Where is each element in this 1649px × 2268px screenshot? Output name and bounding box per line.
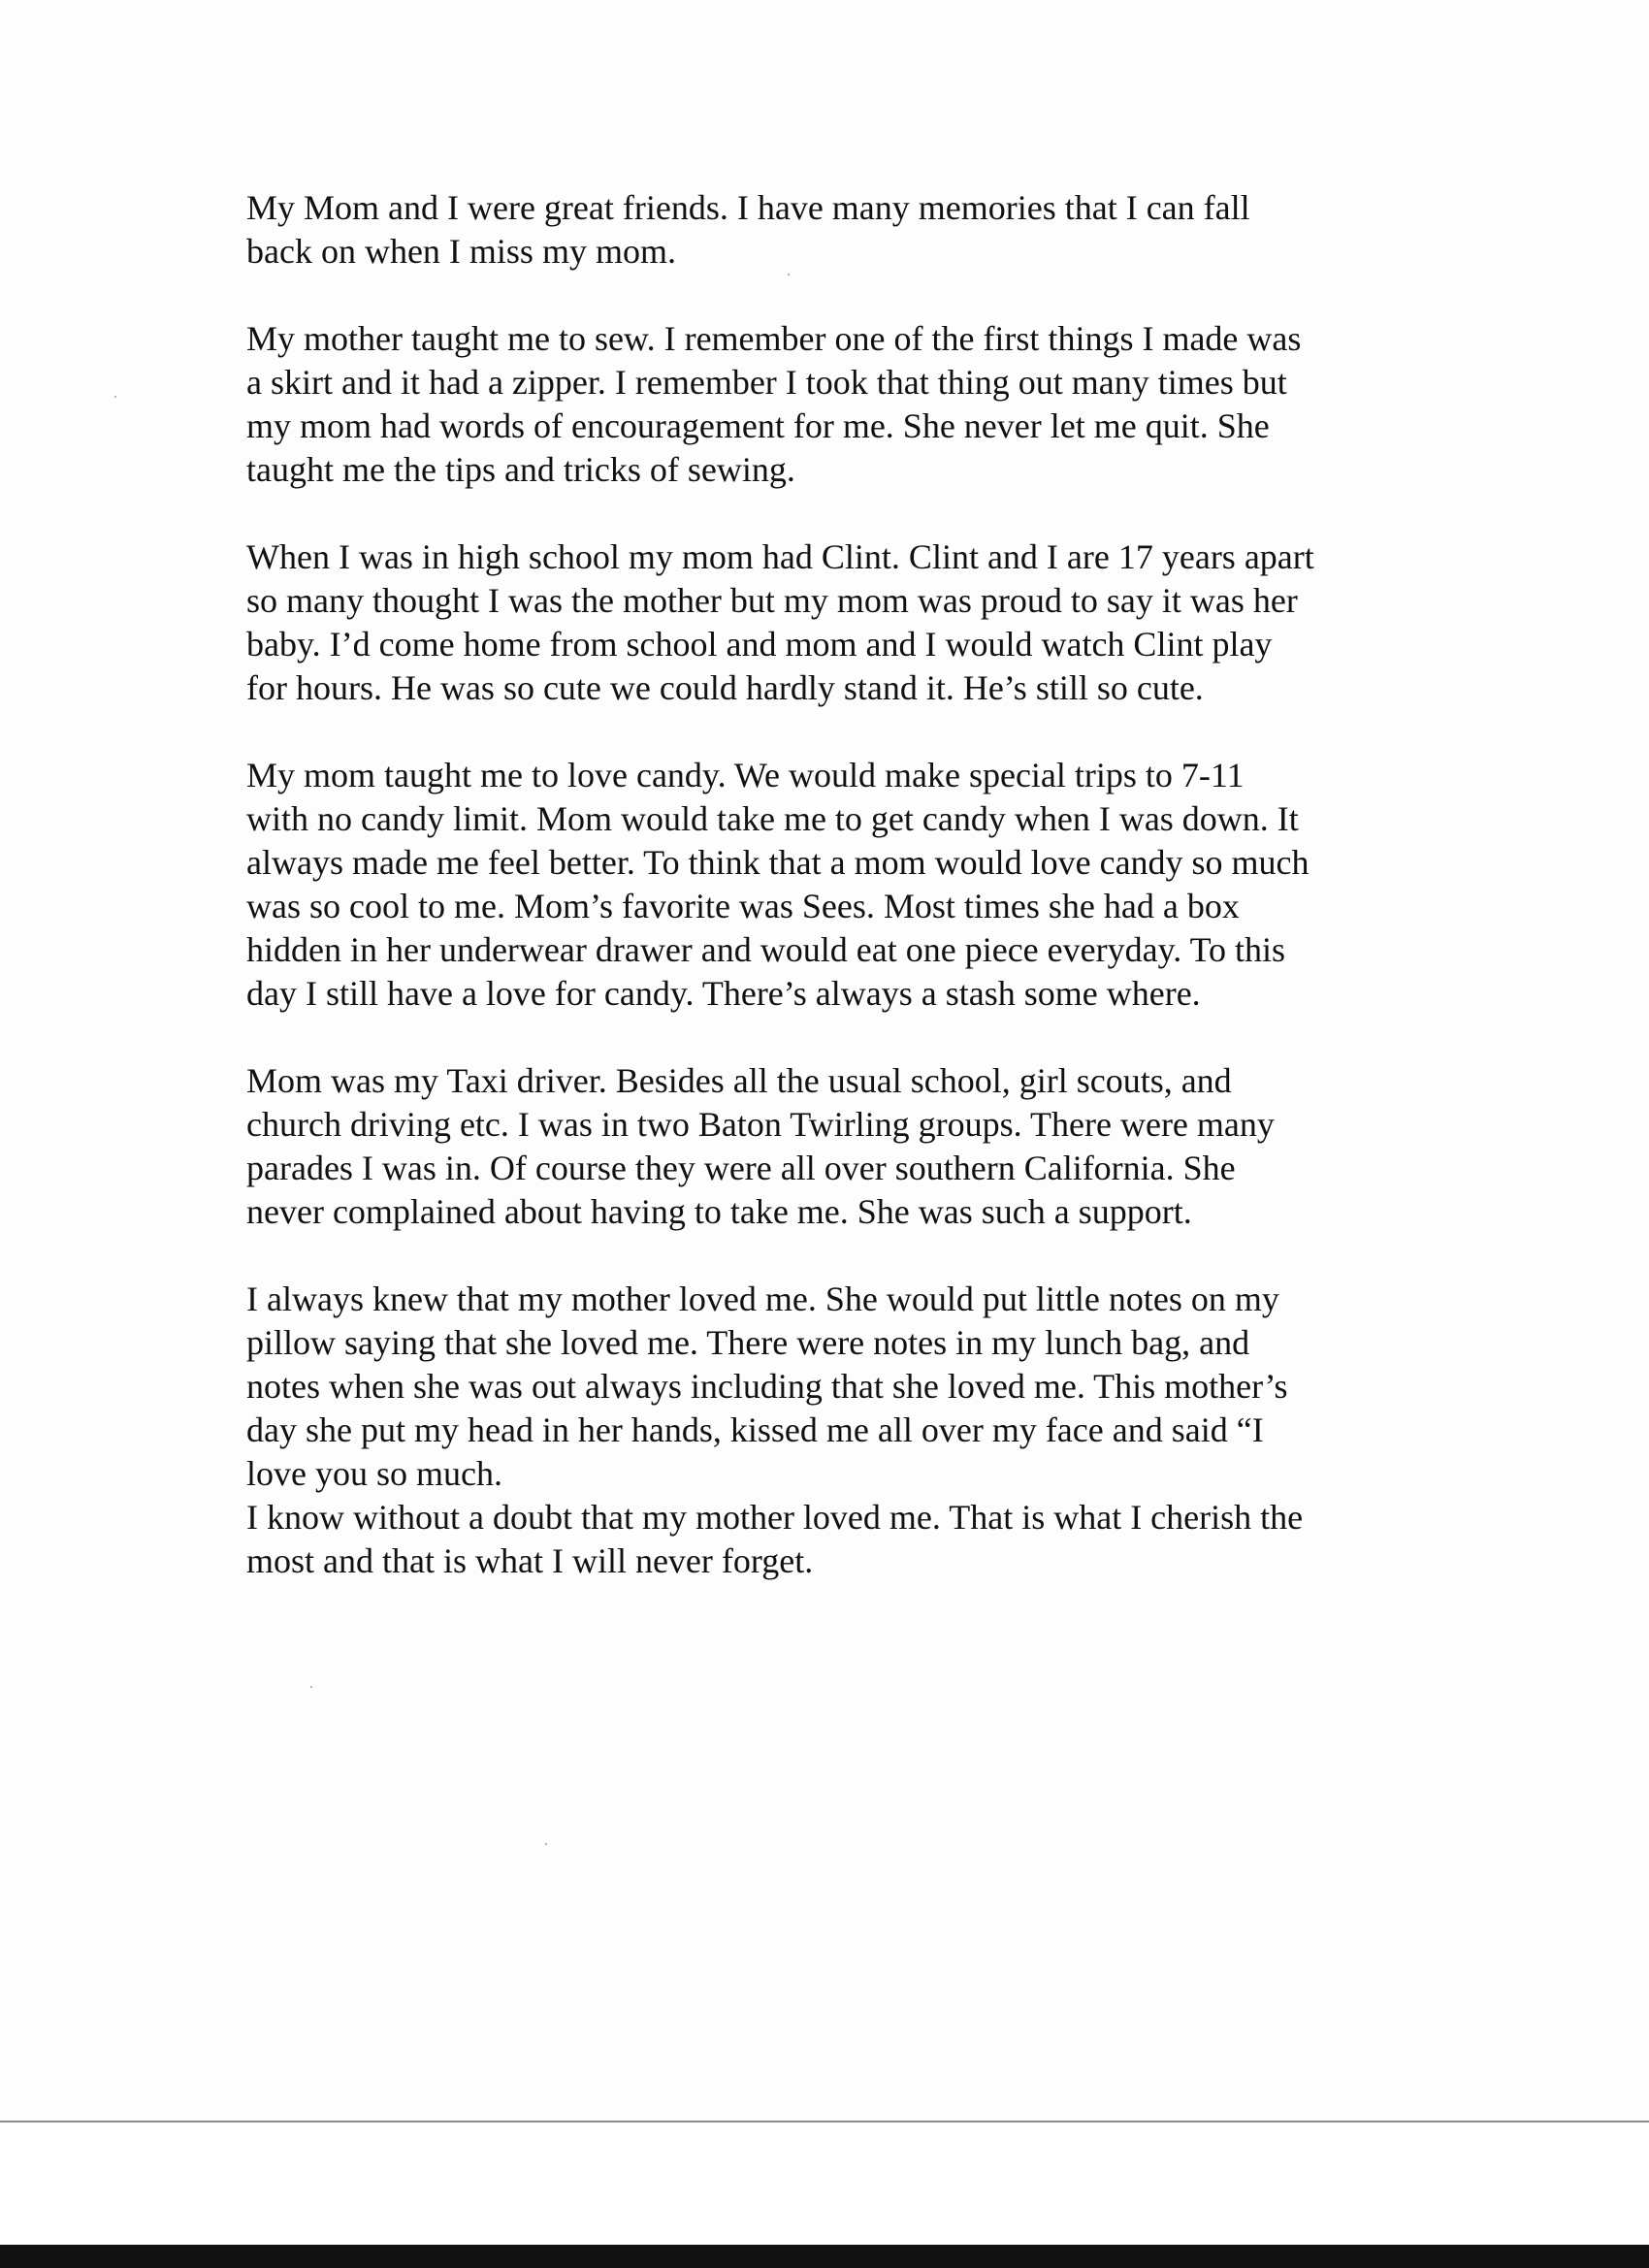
- text-line: love you so much.: [246, 1454, 502, 1493]
- scan-bottom-border: [0, 2245, 1649, 2268]
- scan-speck: [310, 1686, 312, 1688]
- text-line: baby. I’d come home from school and mom and I would watch Clint play: [246, 625, 1273, 664]
- text-line: day she put my head in her hands, kissed me all over my face and said “I: [246, 1410, 1264, 1449]
- text-line: I always knew that my mother loved me. She would put little notes on my: [246, 1280, 1279, 1318]
- text-line: My Mom and I were great friends. I have many memories that I can fall: [246, 188, 1250, 227]
- paragraph-clint: [246, 535, 1439, 710]
- text-line: a skirt and it had a zipper. I remember I took that thing out many times but: [246, 363, 1287, 402]
- paragraph-candy: [246, 754, 1439, 1016]
- paragraph-notes: [246, 1278, 1439, 1496]
- text-line: My mother taught me to sew. I remember one of the first things I made was: [246, 319, 1302, 358]
- text-line: so many thought I was the mother but my mom was proud to say it was her: [246, 581, 1298, 620]
- paragraph-friends: [246, 186, 1439, 274]
- text-line: When I was in high school my mom had Clint. Clint and I are 17 years apart: [246, 537, 1314, 576]
- text-line: My mom taught me to love candy. We would make special trips to 7-11: [246, 756, 1245, 794]
- text-line: taught me the tips and tricks of sewing.: [246, 450, 795, 489]
- text-line: my mom had words of encouragement for me. She never let me quit. She: [246, 406, 1270, 445]
- paragraph-taxi-driver: [246, 1059, 1439, 1234]
- text-line: notes when she was out always including that she loved me. This mother’s: [246, 1367, 1288, 1406]
- text-line: most and that is what I will never forget.: [246, 1541, 814, 1580]
- letter-body: [246, 186, 1439, 1627]
- scan-margin: [0, 2122, 1649, 2245]
- text-line: hidden in her underwear drawer and would eat one piece everyday. To this: [246, 930, 1286, 969]
- text-line: church driving etc. I was in two Baton Twirling groups. There were many: [246, 1105, 1275, 1144]
- scan-speck: [788, 274, 790, 275]
- text-line: I know without a doubt that my mother loved me. That is what I cherish the: [246, 1498, 1304, 1537]
- scan-speck: [545, 1843, 547, 1845]
- text-line: day I still have a love for candy. There’s always a stash some where.: [246, 974, 1201, 1013]
- text-line: Mom was my Taxi driver. Besides all the usual school, girl scouts, and: [246, 1061, 1232, 1100]
- text-line: always made me feel better. To think that a mom would love candy so much: [246, 843, 1310, 882]
- text-line: parades I was in. Of course they were all over southern California. She: [246, 1149, 1236, 1187]
- scan-speck: [114, 396, 116, 398]
- text-line: was so cool to me. Mom’s favorite was Sees. Most times she had a box: [246, 887, 1240, 925]
- text-line: for hours. He was so cute we could hardly stand it. He’s still so cute.: [246, 668, 1204, 707]
- text-line: with no candy limit. Mom would take me to get candy when I was down. It: [246, 799, 1299, 838]
- paragraph-closing: [246, 1496, 1439, 1583]
- text-line: pillow saying that she loved me. There were notes in my lunch bag, and: [246, 1323, 1250, 1362]
- paragraph-sewing: [246, 317, 1439, 492]
- text-line: never complained about having to take me. She was such a support.: [246, 1192, 1192, 1231]
- text-line: back on when I miss my mom.: [246, 232, 676, 271]
